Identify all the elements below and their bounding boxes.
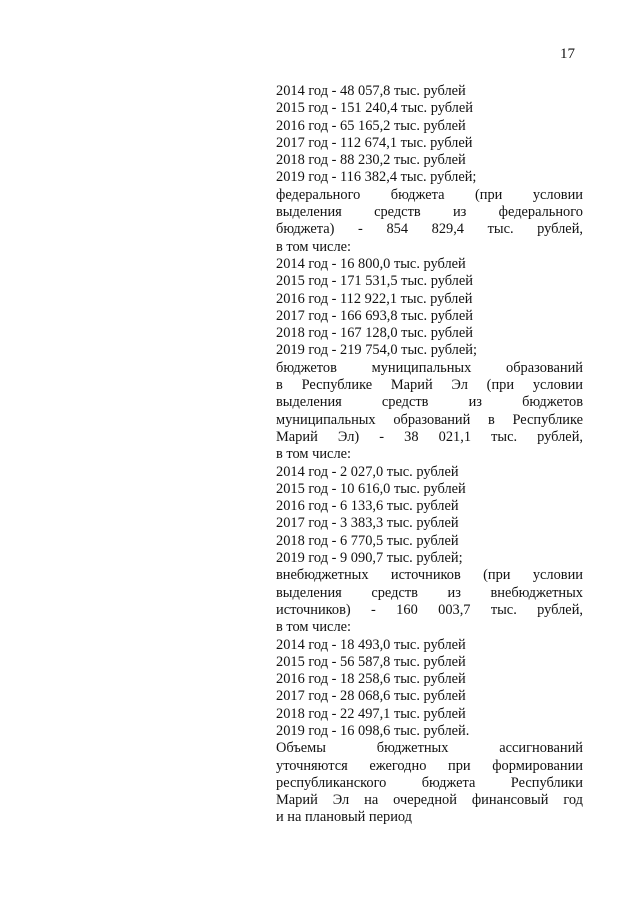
text-line: внебюджетных источников (при условии bbox=[276, 567, 583, 584]
text-line: 2017 год - 3 383,3 тыс. рублей bbox=[276, 515, 459, 532]
text-line: Марий Эл) - 38 021,1 тыс. рублей, bbox=[276, 428, 583, 445]
text-line: муниципальных образований в Республике bbox=[276, 411, 583, 428]
text-line: 2016 год - 6 133,6 тыс. рублей bbox=[276, 498, 459, 515]
text-line: 2019 год - 16 098,6 тыс. рублей. bbox=[276, 722, 470, 739]
text-line: 2016 год - 112 922,1 тыс. рублей bbox=[276, 290, 473, 307]
text-line: и на плановый период bbox=[276, 809, 413, 826]
text-line: уточняются ежегодно при формировании bbox=[276, 757, 583, 774]
text-line: 2014 год - 18 493,0 тыс. рублей bbox=[276, 636, 466, 653]
text-line: 2017 год - 166 693,8 тыс. рублей bbox=[276, 307, 473, 324]
text-line: 2016 год - 65 165,2 тыс. рублей bbox=[276, 117, 466, 134]
text-line: 2018 год - 6 770,5 тыс. рублей bbox=[276, 532, 459, 549]
text-line: 2014 год - 16 800,0 тыс. рублей bbox=[276, 255, 466, 272]
text-line: федерального бюджета (при условии bbox=[276, 186, 583, 203]
text-line: выделения средств из внебюджетных bbox=[276, 584, 583, 601]
text-line: Объемы бюджетных ассигнований bbox=[276, 740, 583, 757]
text-line: 2015 год - 56 587,8 тыс. рублей bbox=[276, 653, 466, 670]
text-line: 2017 год - 28 068,6 тыс. рублей bbox=[276, 688, 466, 705]
text-line: 2015 год - 10 616,0 тыс. рублей bbox=[276, 480, 466, 497]
text-line: 2018 год - 88 230,2 тыс. рублей bbox=[276, 152, 466, 169]
text-line: 2019 год - 9 090,7 тыс. рублей; bbox=[276, 550, 463, 567]
page-number: 17 bbox=[560, 46, 575, 62]
text-line: Марий Эл на очередной финансовый год bbox=[276, 792, 583, 809]
text-line: 2018 год - 22 497,1 тыс. рублей bbox=[276, 705, 466, 722]
text-line: 2018 год - 167 128,0 тыс. рублей bbox=[276, 325, 473, 342]
text-line: источников) - 160 003,7 тыс. рублей, bbox=[276, 601, 583, 618]
text-line: выделения средств из бюджетов bbox=[276, 394, 583, 411]
text-line: 2015 год - 151 240,4 тыс. рублей bbox=[276, 100, 473, 117]
text-line: 2015 год - 171 531,5 тыс. рублей bbox=[276, 273, 473, 290]
text-line: 2019 год - 219 754,0 тыс. рублей; bbox=[276, 342, 477, 359]
text-line: выделения средств из федерального bbox=[276, 204, 583, 221]
text-line: бюджетов муниципальных образований bbox=[276, 359, 583, 376]
text-line: 2014 год - 48 057,8 тыс. рублей bbox=[276, 83, 466, 99]
text-line: 2016 год - 18 258,6 тыс. рублей bbox=[276, 671, 466, 688]
text-line: 2017 год - 112 674,1 тыс. рублей bbox=[276, 134, 473, 151]
text-line: 2014 год - 2 027,0 тыс. рублей bbox=[276, 463, 459, 480]
text-line: в том числе: bbox=[276, 446, 352, 463]
funding-text-block bbox=[276, 83, 583, 827]
text-line: 2019 год - 116 382,4 тыс. рублей; bbox=[276, 169, 477, 186]
text-line: в том числе: bbox=[276, 238, 352, 255]
text-line: в Республике Марий Эл (при условии bbox=[276, 377, 583, 394]
text-line: в том числе: bbox=[276, 619, 352, 636]
text-line: республиканского бюджета Республики bbox=[276, 774, 583, 791]
text-line: бюджета) - 854 829,4 тыс. рублей, bbox=[276, 221, 583, 238]
